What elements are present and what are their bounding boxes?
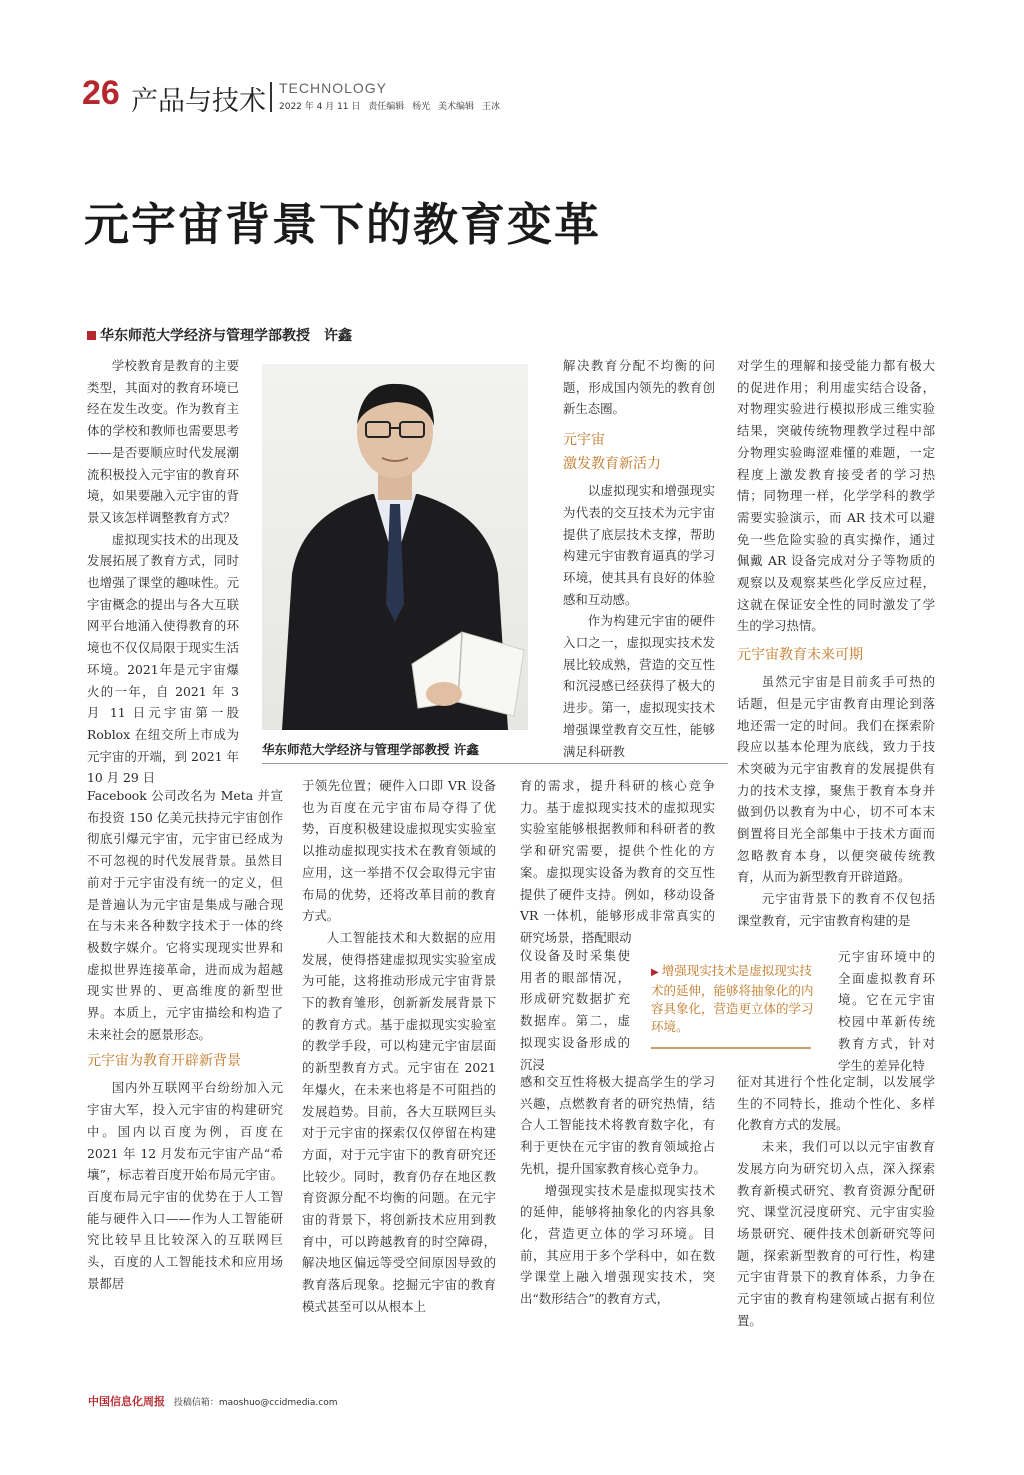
- author-text: 华东师范大学经济与管理学部教授 许鑫: [100, 328, 352, 344]
- author-marker: [87, 331, 96, 340]
- column-3-bottom: [520, 1071, 715, 1310]
- author-photo: [262, 364, 528, 730]
- section-heading-3: 元宇宙教育未来可期: [737, 647, 863, 664]
- paragraph: 国内外互联网平台纷纷加入元宇宙大军，投入元宇宙的构建研究中。国内以百度为例，百度在 2021 年 12 月发布元宇宙产品“希壤”，标志着百度开始布局元宇宙。百度布局元宇宙的优势在于人工智能与硬件入口——作为人工智能研究比较早且比较深入的互联网巨头，百度的人工智能技术和应用场景都居: [87, 1080, 283, 1291]
- paragraph-continued: Facebook 公司改名为 Meta 并宣布投资 150 亿美元扶持元宇宙创作彻底引爆元宇宙，元宇宙已经成为不可忽视的时代发展背景。虽然目前对于元宇宙没有统一的定义，但是普遍认为元宇宙是集成与融合现在与未来各种数字技术于一体的终极数字媒介。它将实现现实世界和虚拟世界连接革命，进而成为超越现实世界的、更高维度的新型世界。本质上，元宇宙描绘和构造了未来社会的愿景形态。: [87, 788, 283, 1042]
- contact-label: 投稿信箱：: [173, 1398, 219, 1408]
- paragraph: 人工智能技术和大数据的应用发展，使得搭建虚拟现实实验室成为可能，这将推动形成元宇宙背景下的教育雏形，创新新发展背景下的教育方式。基于虚拟现实实验室的教学手段，可以构建元宇宙层面的新型教育方式。元宇宙在 2021 年爆火，在未来也将是不可阻挡的发展趋势。目前，各大互联网巨头对于元宇宙的探索仅仅停留在构建方面，对于元宇宙下的教育研究还比较少。同时，教育仍存在地区教育资源分配不均衡的问题。在元宇宙的背景下，将创新技术应用到教育中，可以跨越教育的时空障碍，解决地区偏远等受空间原因导致的教育落后现象。挖掘元宇宙的教育模式甚至可以从根本上: [302, 929, 496, 1314]
- pull-quote-underline: [651, 1047, 811, 1049]
- photo-caption: 华东师范大学经济与管理学部教授 许鑫: [262, 742, 479, 757]
- paragraph: 元宇宙背景下的教育不仅包括课堂教育，元宇宙教育构建的是: [737, 891, 935, 928]
- column-1-top: [87, 355, 239, 789]
- issue-date: 2022 年 4 月 11 日: [279, 102, 361, 112]
- paragraph: 学校教育是教育的主要类型，其面对的教育环境已经在发生改变。作为教育主体的学校和教师也需要思考——是否要顺应时代发展潮流积极投入元宇宙的教育环境，如果要融入元宇宙的背景又该怎样调整教育方式？: [87, 358, 239, 525]
- column-1-bottom: [87, 785, 283, 1294]
- paragraph: 育的需求，提升科研的核心竞争力。基于虚拟现实技术的虚拟现实实验室能够根据教师和科研者的教学和研究需要，提供个性化的方案。虚拟现实设备为教育的交互性提供了硬件支持。例如，移动设备 VR 一体机，能够形成非常真实的研究场景，搭配眼动: [520, 778, 715, 945]
- section-title-en: TECHNOLOGY: [279, 80, 388, 96]
- paragraph: 感和交互性将极大提高学生的学习兴趣，点燃教育者的研究热情，结合人工智能技术将教育数字化，有利于更快在元宇宙的教育领域抢占先机，提升国家教育核心竞争力。: [520, 1074, 715, 1176]
- section-heading-1: 元宇宙为教育开辟新背景: [87, 1053, 241, 1070]
- section-heading-2a: 元宇宙: [563, 432, 605, 449]
- header-divider: [270, 82, 272, 112]
- paragraph: 解决教育分配不均衡的问题，形成国内领先的教育创新生态圈。: [563, 358, 715, 417]
- paragraph: 对学生的理解和接受能力都有极大的促进作用；利用虚实结合设备，对物理实验进行模拟形成三维实验结果，突破传统物理教学过程中部分物理实验晦涩难懂的难题，一定程度上激发教育接受者的学习热情；同物理一样，化学学科的教学需要实验演示，而 AR 技术可以避免一些危险实验的真实操作，通过佩戴 AR 设备完成对分子等物质的观察以及观察某些化学反应过程，这就在保证安全性的同时激发了学生的学习热情。: [737, 358, 935, 634]
- issue-meta: [279, 99, 505, 112]
- art-editor-name: 王冰: [481, 102, 500, 112]
- column-2: [302, 775, 496, 1318]
- contact-email: maoshuo@ccidmedia.com: [218, 1398, 338, 1408]
- paragraph: 征对其进行个性化定制，以发展学生的不同特长，推动个性化、多样化教育方式的发展。: [737, 1074, 935, 1133]
- art-editor-label: 美术编辑: [438, 102, 475, 112]
- column-4-bottom: [737, 1071, 935, 1331]
- page-number: 26: [82, 74, 120, 112]
- newspaper-name: 中国信息化周报: [88, 1395, 165, 1408]
- author-line: [87, 325, 352, 345]
- paragraph: 虽然元宇宙是目前炙手可热的话题，但是元宇宙教育由理论到落地还需一定的时间。我们在探索阶段应以基本伦理为底线，致力于技术突破为元宇宙教育的发展提供有力的技术支撑，聚焦于教育本身并做到仍以教育为中心，切不可本末倒置将目光全部集中于技术方面而忽略教育本身，以便突破传统教育，从而为新型教育开辟道路。: [737, 674, 935, 885]
- page-footer: [88, 1393, 338, 1409]
- column-3-narrow: [520, 945, 630, 1075]
- paragraph: 作为构建元宇宙的硬件入口之一，虚拟现实技术发展比较成熟，营造的交互性和沉浸感已经获得了极大的进步。第一，虚拟现实技术增强课堂教育交互性，能够满足科研教: [563, 613, 715, 759]
- pull-quote: [651, 962, 814, 1036]
- column-4-top: [737, 355, 935, 932]
- editor-name: 杨光: [412, 102, 431, 112]
- paragraph: 以虚拟现实和增强现实为代表的交互技术为元宇宙提供了底层技术支撑，帮助构建元宇宙教育逼真的学习环境，使其具有良好的体验感和互动感。: [563, 483, 715, 607]
- paragraph: 虚拟现实技术的出现及发展拓展了教育方式，同时也增强了课堂的趣味性。元宇宙概念的提出与各大互联网平台地涌入使得教育的环境也不仅仅局限于现实生活环境。2021年是元宇宙爆火的一年，自 2021 年 3 月 11 日元宇宙第一股 Roblox 在纽交所上市成为元宇宙的开端，到 2021 年 10 月 29 日: [87, 531, 239, 786]
- section-title: 产品与技术: [131, 86, 266, 117]
- paragraph: 于领先位置；硬件入口即 VR 设备也为百度在元宇宙布局夺得了优势，百度积极建设虚拟现实实验室以推动虚拟现实技术在教育领域的应用，这一举措不仅会取得元宇宙布局的优势，还将改革目前的教育方式。: [302, 778, 496, 924]
- paragraph: 未来，我们可以以元宇宙教育发展方向为研究切入点，深入探索教育新模式研究、教育资源分配研究、课堂沉浸度研究、元宇宙实验场景研究、硬件技术创新研究等问题，探索新型教育的可行性，构建元宇宙背景下的教育体系，力争在元宇宙的教育构建领域占据有利位置。: [737, 1139, 935, 1328]
- pull-quote-text: 增强现实技术是虚拟现实技术的延伸，能够将抽象化的内容具象化，营造更立体的学习环境。: [651, 963, 814, 1034]
- paragraph: 元宇宙环境中的全面虚拟教育环境。它在元宇宙校园中革新传统教育方式，针对学生的差异化特: [838, 949, 935, 1073]
- caption-divider: [262, 763, 728, 764]
- portrait-illustration: [262, 364, 528, 730]
- column-4-narrow: [838, 946, 935, 1076]
- section-heading-2b: 激发教育新活力: [563, 456, 661, 473]
- column-3-top: [563, 355, 715, 762]
- column-3-mid: [520, 775, 715, 949]
- article-title: 元宇宙背景下的教育变革: [84, 198, 602, 251]
- triangle-icon: ▶: [651, 967, 659, 978]
- paragraph: 仪设备及时采集使用者的眼部情况，形成研究数据扩充数据库。第二，虚拟现实设备形成的沉浸: [520, 948, 630, 1072]
- paragraph: 增强现实技术是虚拟现实技术的延伸，能够将抽象化的内容具象化，营造更立体的学习环境。目前，其应用于多个学科中，如在数学课堂上融入增强现实技术，突出“数形结合”的教育方式，: [520, 1182, 715, 1307]
- editor-label: 责任编辑: [368, 102, 405, 112]
